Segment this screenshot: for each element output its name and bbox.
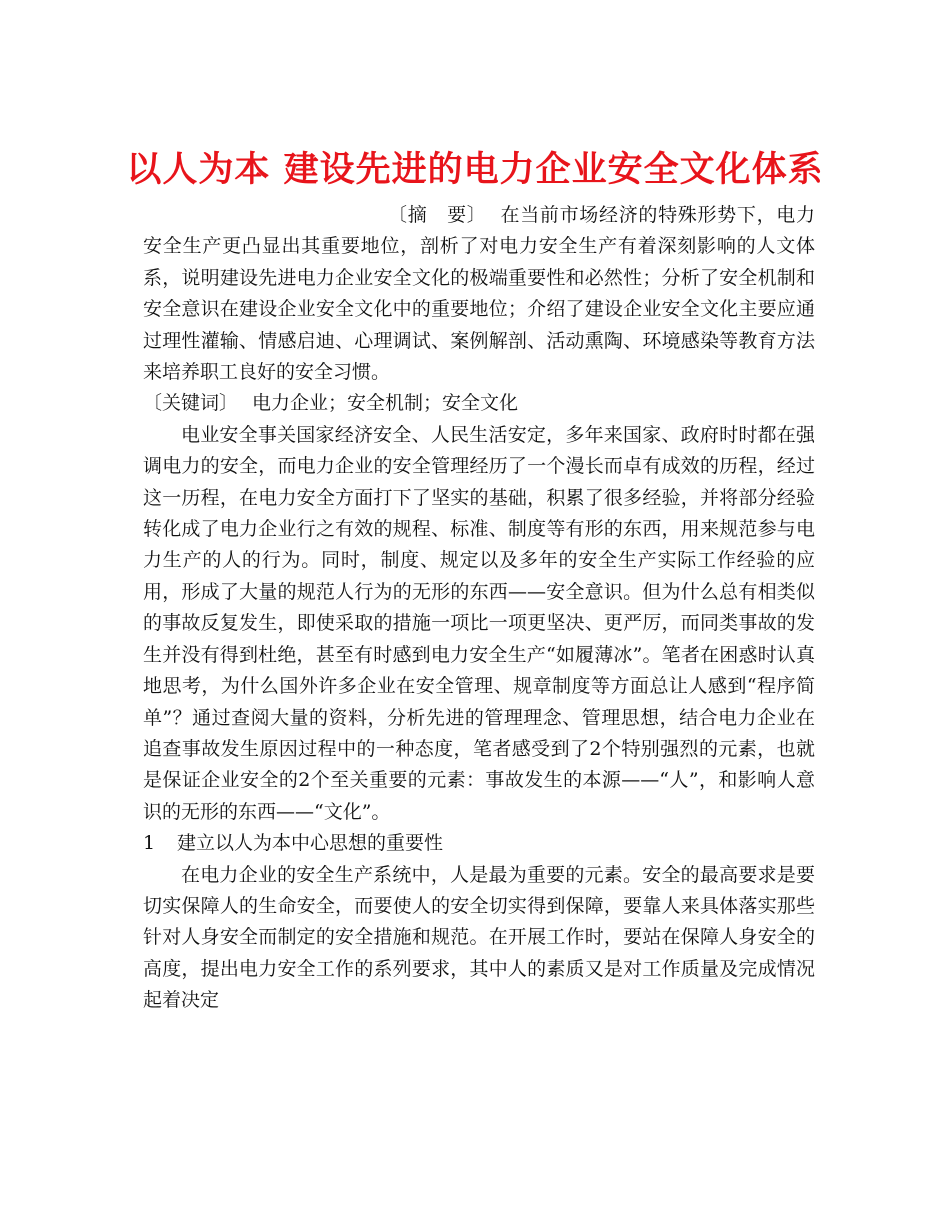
section-1-number: 1 — [143, 832, 156, 855]
intro-paragraph: 电业安全事关国家经济安全、人民生活安定，多年来国家、政府时时都在强调电力的安全，而电力企业的安全管理经历了一个漫长而卓有成效的历程，经过这一历程，在电力安全方面打下了坚实的基础，积累了很多经验，并将部分经验转化成了电力企业行之有效的规程、标准、制度等有形的东西，用来规范参与电力生产的人的行为。同时，制度、规定以及多年的安全生产实际工作经验的应用，形成了大量的规范人行为的无形的东西——安全意识。但为什么总有相类似的事故反复发生，即使采取的措施一项比一项更坚决、更严厉，而同类事故的发生并没有得到杜绝，甚至有时感到电力安全生产“如履薄冰”。笔者在困惑时认真地思考，为什么国外许多企业在安全管理、规章制度等方面总让人感到“程序简单”？通过查阅大量的资料，分析先进的管理理念、管理思想，结合电力企业在追查事故发生原因过程中的一种态度，笔者感受到了2个特别强烈的元素，也就是保证企业安全的2个至关重要的元素：事故发生的本源——“人”，和影响人意识的无形的东西——“文化”。 — [143, 423, 815, 823]
section-1-heading-text: 建立以人为本中心思想的重要性 — [177, 832, 444, 855]
document-body — [143, 200, 815, 1017]
keywords-line — [143, 388, 815, 419]
section-1-paragraph: 在电力企业的安全生产系统中，人是最为重要的元素。安全的最高要求是要切实保障人的生命安全，而要使人的安全切实得到保障，要靠人来具体落实那些针对人身安全而制定的安全措施和规范。在开展工作时，要站在保障人身安全的高度，提出电力安全工作的系列要求，其中人的素质又是对工作质量及完成情况起着决定 — [143, 863, 815, 1012]
abstract-text: 在当前市场经济的特殊形势下，电力安全生产更凸显出其重要地位，剖析了对电力安全生产有着深刻影响的人文体系，说明建设先进电力企业安全文化的极端重要性和必然性；分析了安全机制和安全意识在建设企业安全文化中的重要地位；介绍了建设企业安全文化主要应通过理性灌输、情感启迪、心理调试、案例解剖、活动熏陶、环境感染等教育方法来培养职工良好的安全习惯。 — [143, 204, 815, 384]
keywords-text: 电力企业；安全机制；安全文化 — [252, 392, 519, 415]
section-1-heading — [143, 828, 815, 859]
keywords-label: 〔关键词〕 — [143, 392, 239, 415]
abstract-label: 〔摘 要〕 — [388, 204, 487, 226]
abstract-paragraph — [143, 200, 815, 388]
document-title: 以人为本 建设先进的电力企业安全文化体系 — [126, 149, 824, 191]
